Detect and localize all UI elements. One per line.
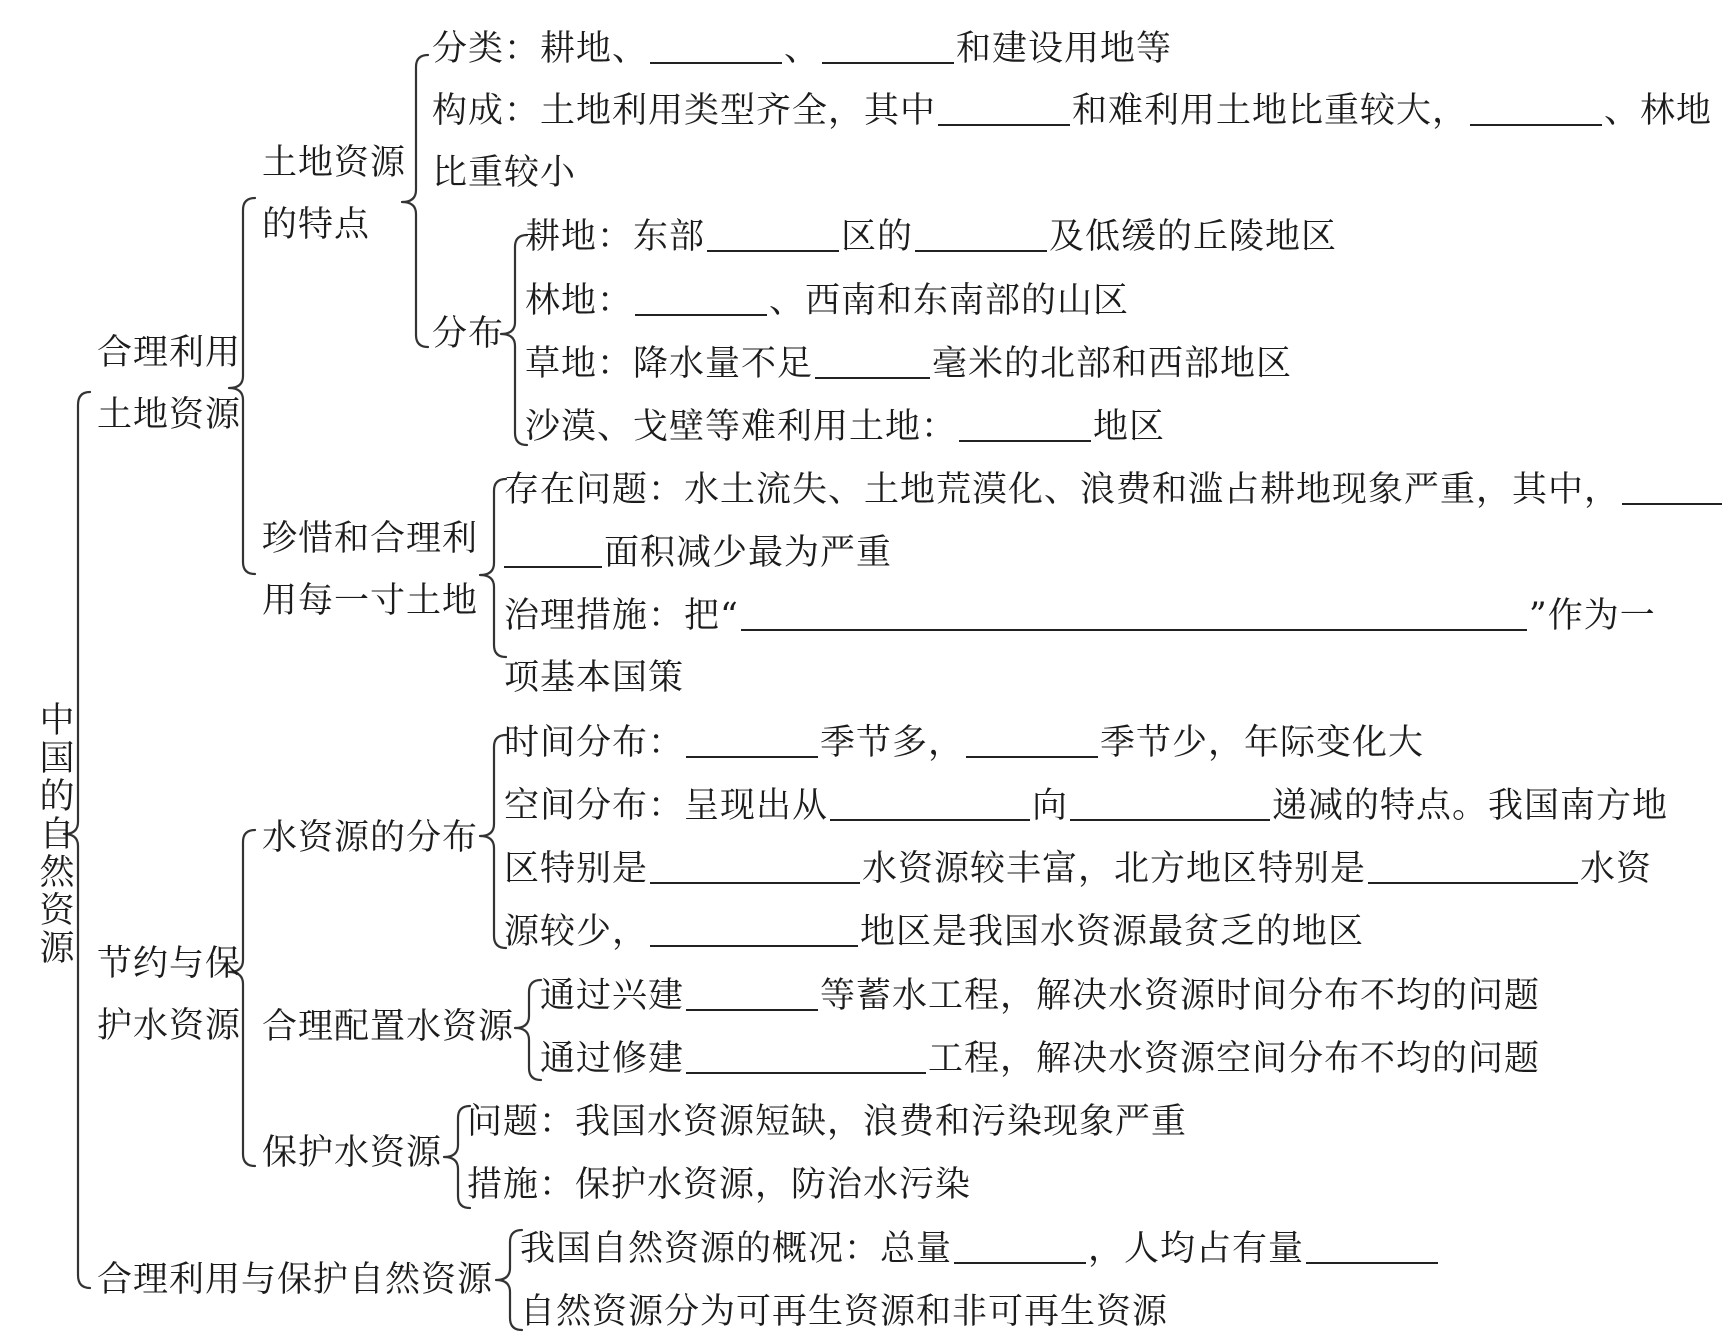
overview-mid: ，人均占有量	[1088, 1229, 1305, 1269]
problems-text: 存在问题：水土流失、土地荒漠化、浪费和滥占耕地现象严重，其中，	[504, 470, 1621, 510]
allocation-item1	[540, 975, 1540, 1017]
blank	[707, 220, 839, 252]
farmland-line	[525, 216, 1337, 258]
problems-line2-suffix: 面积减少最为严重	[604, 533, 893, 573]
allocation-item2	[540, 1038, 1540, 1080]
brace-water-distribution	[480, 735, 506, 948]
composition-line2: 比重较小	[432, 153, 577, 193]
allocation-title: 合理配置水资源	[262, 1007, 515, 1047]
time-suffix: 季节少，年际变化大	[1100, 723, 1425, 763]
allocation-item1-suffix: 等蓄水工程，解决水资源时间分布不均的问题	[820, 976, 1541, 1016]
blank	[966, 726, 1098, 758]
time-line	[504, 722, 1424, 764]
land-title-line2: 土地资源	[97, 395, 242, 435]
forest-prefix: 林地：	[525, 281, 634, 321]
allocation-item2-prefix: 通过修建	[540, 1039, 685, 1079]
desert-suffix: 地区	[1093, 407, 1166, 447]
measures-line2: 项基本国策	[504, 658, 685, 698]
space-mid: 向	[1032, 786, 1069, 826]
farmland-mid: 区的	[841, 217, 914, 257]
brace-cherish	[480, 479, 506, 657]
blank	[686, 1042, 926, 1074]
protection-title: 保护水资源	[262, 1133, 443, 1173]
blank	[815, 347, 930, 379]
blank	[1368, 852, 1578, 884]
blank	[822, 32, 954, 64]
space-line3	[504, 911, 1364, 953]
blank	[650, 915, 858, 947]
composition-line	[432, 90, 1712, 132]
desert-line	[525, 406, 1165, 448]
classification-suffix: 和建设用地等	[956, 29, 1173, 69]
space-line2	[504, 848, 1652, 890]
composition-suffix: 、林地	[1604, 91, 1713, 131]
blank	[504, 536, 602, 568]
cherish-title-line2: 用每一寸土地	[262, 581, 479, 621]
blank	[650, 852, 860, 884]
measures-prefix: 治理措施：把“	[504, 596, 739, 636]
protection-measure: 措施：保护水资源，防治水污染	[467, 1165, 972, 1205]
space-suffix: 递减的特点。我国南方地	[1272, 786, 1669, 826]
measures-suffix: ”作为一	[1528, 596, 1656, 636]
classification-sep: 、	[784, 29, 821, 69]
brace-water	[229, 830, 255, 1166]
land-title-line1: 合理利用	[97, 333, 242, 373]
blank	[741, 599, 1527, 631]
problems-line2	[504, 532, 892, 574]
water-distribution-title: 水资源的分布	[262, 818, 479, 858]
distribution-label: 分布	[432, 314, 505, 354]
space-line3-suffix: 地区是我国水资源最贫乏的地区	[860, 912, 1365, 952]
measures-line	[504, 595, 1656, 637]
grassland-line	[525, 343, 1292, 385]
protection-problem: 问题：我国水资源短缺，浪费和污染现象严重	[467, 1102, 1188, 1142]
space-line	[504, 785, 1668, 827]
blank	[915, 220, 1047, 252]
space-line2-suffix: 水资	[1580, 849, 1653, 889]
grassland-suffix: 毫米的北部和西部地区	[932, 344, 1293, 384]
problems-line	[504, 469, 1724, 511]
brace-land	[229, 198, 255, 574]
water-title-line1: 节约与保	[97, 944, 242, 984]
farmland-prefix: 耕地：东部	[525, 217, 706, 257]
brace-allocation	[515, 980, 541, 1080]
allocation-item2-suffix: 工程，解决水资源空间分布不均的问题	[928, 1039, 1541, 1079]
blank	[650, 32, 782, 64]
composition-mid: 和难利用土地比重较大，	[1072, 91, 1469, 131]
blank	[635, 284, 767, 316]
blank	[686, 726, 818, 758]
blank	[1622, 473, 1722, 505]
space-prefix: 空间分布：呈现出从	[504, 786, 829, 826]
time-prefix: 时间分布：	[504, 723, 685, 763]
root-label: 中国的自然资源	[39, 701, 75, 969]
grassland-prefix: 草地：降水量不足	[525, 344, 814, 384]
time-mid: 季节多，	[820, 723, 965, 763]
farmland-suffix: 及低缓的丘陵地区	[1049, 217, 1338, 257]
forest-line	[525, 280, 1129, 322]
overview-prefix: 我国自然资源的概况：总量	[520, 1229, 953, 1269]
features-title-line2: 的特点	[262, 205, 371, 245]
blank	[938, 94, 1070, 126]
brace-natural	[496, 1230, 522, 1330]
space-line3-prefix: 源较少，	[504, 912, 649, 952]
natural-title: 合理利用与保护自然资源	[97, 1260, 494, 1300]
blank	[1470, 94, 1602, 126]
blank	[1070, 789, 1270, 821]
features-title-line1: 土地资源	[262, 143, 407, 183]
natural-types: 自然资源分为可再生资源和非可再生资源	[520, 1292, 1169, 1332]
space-line2-mid: 水资源较丰富，北方地区特别是	[862, 849, 1367, 889]
blank	[954, 1232, 1086, 1264]
space-line2-prefix: 区特别是	[504, 849, 649, 889]
allocation-item1-prefix: 通过兴建	[540, 976, 685, 1016]
blank	[959, 410, 1091, 442]
blank	[1306, 1232, 1438, 1264]
forest-suffix: 、西南和东南部的山区	[769, 281, 1130, 321]
blank	[686, 979, 818, 1011]
classification-line	[432, 28, 1172, 70]
cherish-title-line1: 珍惜和合理利	[262, 519, 479, 559]
composition-prefix: 构成：土地利用类型齐全，其中	[432, 91, 937, 131]
desert-prefix: 沙漠、戈壁等难利用土地：	[525, 407, 958, 447]
water-title-line2: 护水资源	[97, 1006, 242, 1046]
brace-distribution	[501, 235, 527, 445]
overview-line	[520, 1228, 1440, 1270]
blank	[830, 789, 1030, 821]
classification-prefix: 分类：耕地、	[432, 29, 649, 69]
brace-features	[402, 55, 428, 347]
